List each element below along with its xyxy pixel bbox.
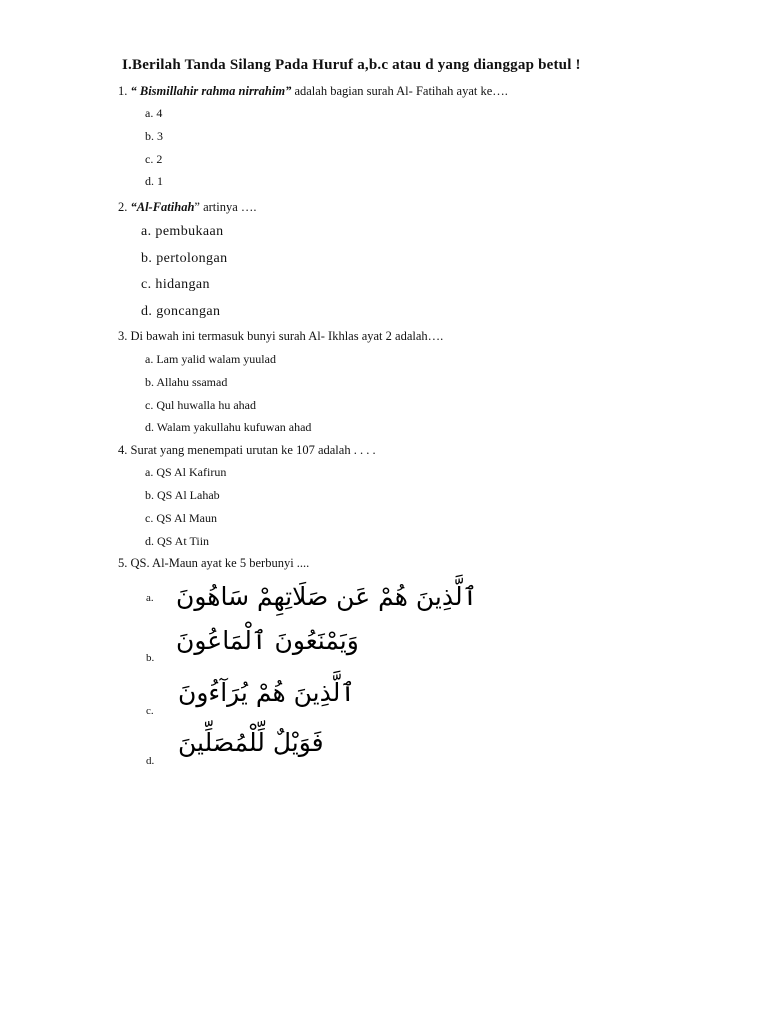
q2-option-b[interactable]: b. pertolongan (141, 251, 228, 266)
q5-option-b-label[interactable]: b. (146, 652, 155, 664)
q3-option-d[interactable]: d. Walam yakullahu kufuwan ahad (145, 420, 312, 434)
q4-option-a[interactable]: a. QS Al Kafirun (145, 465, 227, 479)
question-2-number: 2. (118, 200, 128, 214)
q5-option-c-label[interactable]: c. (146, 705, 154, 717)
question-3: 3. Di bawah ini termasuk bunyi surah Al- Ikhlas ayat 2 adalah…. (118, 329, 444, 343)
question-1 (118, 84, 508, 99)
q1-option-c[interactable]: c. 2 (145, 152, 163, 166)
q1-option-b[interactable]: b. 3 (145, 129, 163, 143)
q3-option-a[interactable]: a. Lam yalid walam yuulad (145, 352, 276, 366)
q4-option-c[interactable]: c. QS Al Maun (145, 511, 217, 525)
q1-option-d[interactable]: d. 1 (145, 174, 163, 188)
q5-option-c-arabic: ٱلَّذِينَ هُمْ يُرَآءُونَ (178, 678, 355, 707)
q4-option-b[interactable]: b. QS Al Lahab (145, 488, 220, 502)
question-2-rest: ” artinya …. (194, 200, 257, 214)
question-2 (118, 200, 257, 215)
q5-option-a-label[interactable]: a. (146, 592, 154, 604)
page-title: I.Berilah Tanda Silang Pada Huruf a,b.c atau d yang dianggap betul ! (122, 57, 581, 73)
q2-option-c[interactable]: c. hidangan (141, 277, 210, 292)
q5-option-a-arabic: ٱلَّذِينَ هُمْ عَن صَلَاتِهِمْ سَاهُونَ (176, 582, 478, 611)
q2-option-d[interactable]: d. goncangan (141, 304, 221, 319)
question-1-emphasis: “ Bismillahir rahma nirrahim” (130, 84, 292, 98)
q3-option-c[interactable]: c. Qul huwalla hu ahad (145, 398, 256, 412)
question-1-number: 1. (118, 84, 128, 98)
q3-option-b[interactable]: b. Allahu ssamad (145, 375, 228, 389)
q5-option-d-arabic: فَوَيْلٌ لِّلْمُصَلِّينَ (178, 728, 324, 757)
q5-option-d-label[interactable]: d. (146, 755, 155, 767)
question-2-emphasis: “Al-Fatihah (130, 200, 195, 214)
q4-option-d[interactable]: d. QS At Tiin (145, 534, 210, 548)
q2-option-a[interactable]: a. pembukaan (141, 224, 224, 239)
question-1-rest: adalah bagian surah Al- Fatihah ayat ke…. (291, 84, 508, 98)
question-5: 5. QS. Al-Maun ayat ke 5 berbunyi .... (118, 556, 310, 570)
question-4: 4. Surat yang menempati urutan ke 107 adalah . . . . (118, 443, 376, 457)
q5-option-b-arabic: وَيَمْنَعُونَ ٱلْمَاعُونَ (176, 626, 359, 655)
q1-option-a[interactable]: a. 4 (145, 106, 163, 120)
